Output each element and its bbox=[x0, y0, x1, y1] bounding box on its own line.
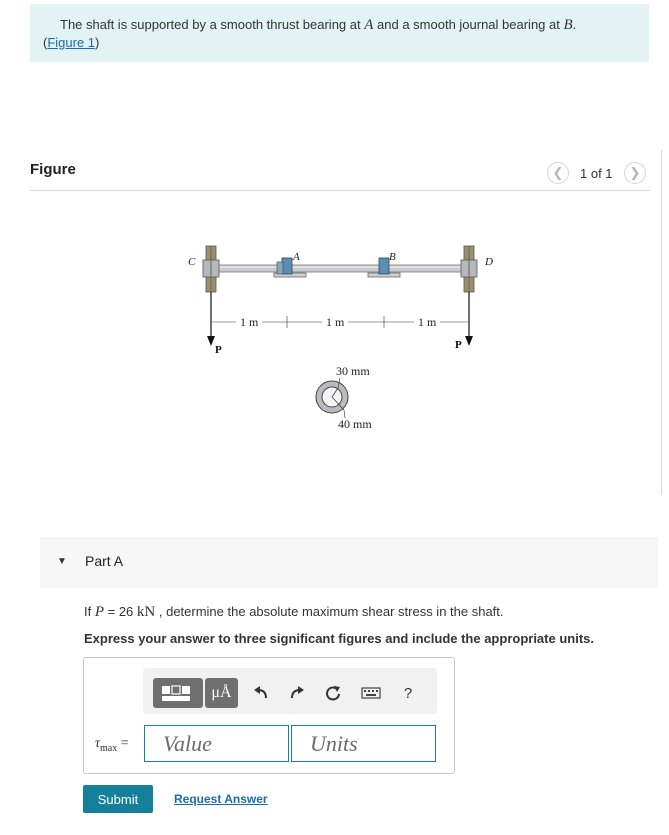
outer-radius-label: 40 mm bbox=[338, 417, 372, 431]
statement-end: . bbox=[572, 17, 577, 32]
statement-mid: and a smooth journal bearing at bbox=[373, 17, 564, 32]
figure-link-wrap bbox=[43, 35, 99, 50]
submit-button[interactable]: Submit bbox=[83, 785, 153, 813]
redo-button[interactable] bbox=[285, 681, 309, 705]
tau-sub: max bbox=[100, 742, 118, 754]
inner-radius-label: 30 mm bbox=[336, 364, 370, 378]
part-a-header[interactable] bbox=[40, 538, 658, 588]
var-a: A bbox=[364, 17, 374, 33]
question-text bbox=[84, 604, 504, 621]
figure-title: Figure bbox=[30, 161, 76, 178]
label-c: C bbox=[188, 256, 196, 268]
problem-text bbox=[60, 17, 576, 34]
shaft-diagram bbox=[170, 230, 510, 440]
redo-icon bbox=[288, 684, 306, 702]
collapse-triangle-icon[interactable]: ▼ bbox=[57, 556, 67, 567]
q-post: , determine the absolute maximum shear stress in the shaft. bbox=[155, 604, 504, 619]
help-button[interactable] bbox=[396, 681, 420, 705]
keyboard-button[interactable] bbox=[359, 681, 383, 705]
label-p-left: P bbox=[215, 344, 222, 356]
undo-icon bbox=[252, 684, 270, 702]
open-paren: ( bbox=[43, 35, 48, 50]
undo-button[interactable] bbox=[249, 681, 273, 705]
units-icon: μÅ bbox=[211, 684, 232, 701]
pulley-d bbox=[461, 246, 477, 292]
close-paren: ) bbox=[95, 35, 100, 50]
problem-statement bbox=[30, 4, 649, 62]
figure-link[interactable]: Figure 1 bbox=[47, 35, 96, 50]
tau-symbol: τ bbox=[95, 736, 101, 751]
tau-max-label bbox=[95, 736, 129, 754]
answer-instruction: Express your answer to three significant figures and include the appropriate units. bbox=[84, 631, 594, 646]
keyboard-icon bbox=[361, 686, 381, 700]
pulley-c bbox=[203, 246, 219, 292]
prev-figure-button[interactable] bbox=[547, 162, 569, 184]
value-input[interactable] bbox=[144, 725, 289, 762]
var-b: B bbox=[563, 17, 573, 33]
help-icon: ? bbox=[403, 684, 413, 702]
statement-pre: The shaft is supported by a smooth thrust bearing at bbox=[60, 17, 365, 32]
dim-label-2: 1 m bbox=[326, 315, 345, 329]
q-eq: = 26 bbox=[104, 604, 137, 619]
hollow-shaft-section bbox=[316, 378, 348, 418]
part-a-title: Part A bbox=[85, 553, 124, 569]
next-figure-button[interactable] bbox=[624, 162, 646, 184]
templates-icon bbox=[160, 683, 196, 703]
reset-icon bbox=[324, 684, 342, 702]
label-p-right: P bbox=[455, 339, 462, 351]
equals-sign: = bbox=[117, 736, 129, 751]
q-pre: If bbox=[84, 604, 95, 619]
label-a: A bbox=[293, 251, 300, 263]
q-var: P bbox=[94, 604, 105, 620]
reset-button[interactable] bbox=[321, 681, 345, 705]
label-d: D bbox=[485, 256, 493, 268]
shaft bbox=[205, 265, 475, 272]
figure-divider bbox=[30, 190, 650, 191]
figure-pager-text: 1 of 1 bbox=[580, 166, 613, 181]
chevron-left-icon: ❮ bbox=[552, 165, 564, 180]
dim-label-1: 1 m bbox=[240, 315, 259, 329]
dim-label-3: 1 m bbox=[418, 315, 437, 329]
q-unit: kN bbox=[136, 604, 156, 620]
chevron-right-icon: ❯ bbox=[629, 165, 641, 180]
label-b: B bbox=[389, 251, 396, 263]
units-button[interactable] bbox=[205, 678, 238, 708]
templates-button[interactable] bbox=[153, 678, 203, 708]
units-input[interactable] bbox=[291, 725, 436, 762]
request-answer-link[interactable]: Request Answer bbox=[174, 792, 268, 806]
panel-edge bbox=[661, 150, 662, 495]
